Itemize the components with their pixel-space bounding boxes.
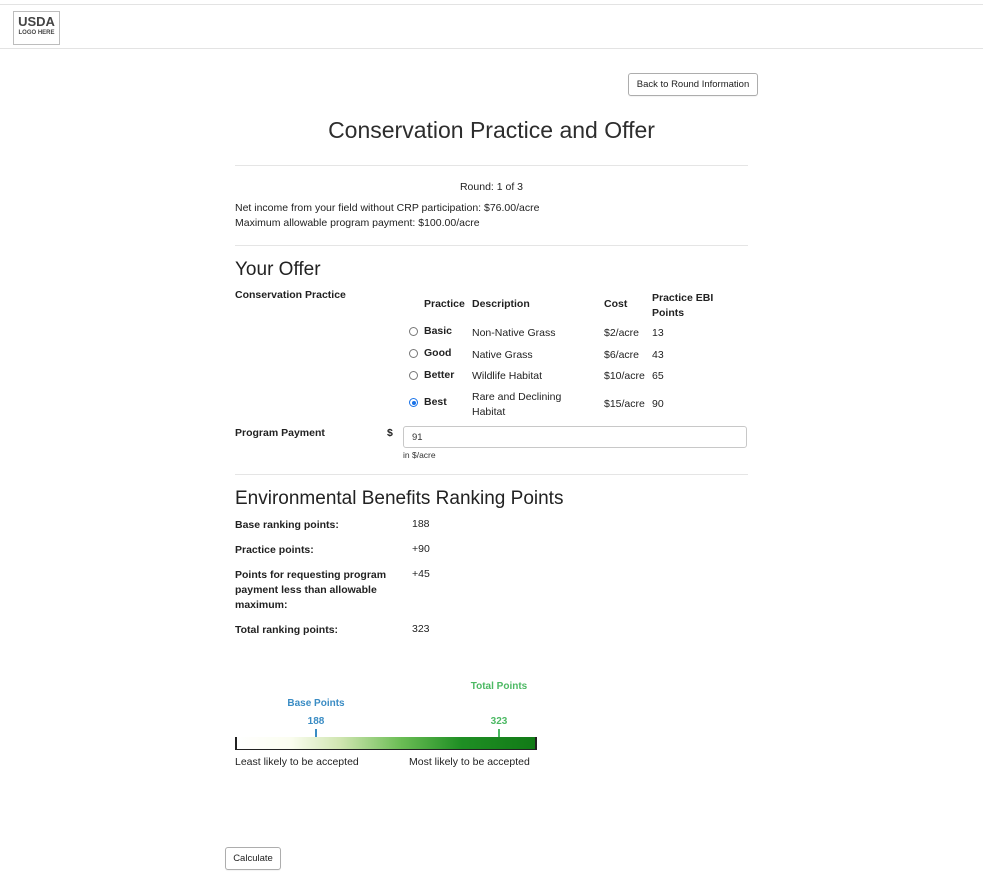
practice-points: 13 [652,327,664,339]
practice-description [472,390,561,420]
practice-name: Best [424,396,447,408]
gradient-right-cap [535,737,537,749]
max-payment-text: Maximum allowable program payment: $100.00/acre [235,217,480,229]
total-points-label: Total ranking points: [235,624,339,636]
radio-better[interactable] [409,371,418,380]
base-points-tick [315,729,317,737]
logo-main-text: USDA [18,14,55,29]
request-points-label-line1: Points for requesting program [235,569,387,581]
practice-points: 90 [652,398,664,410]
practice-description-line1: Rare and Declining [472,391,562,403]
offer-heading: Your Offer [235,259,321,280]
practice-cost: $15/acre [604,398,645,410]
total-points-marker-title: Total Points [470,681,528,692]
practice-name: Good [424,347,452,359]
col-cost-header: Cost [604,298,628,310]
practice-name: Basic [424,325,453,337]
practice-description: Wildlife Habitat [472,370,543,382]
practice-points: 65 [652,370,664,382]
base-points-label: Base ranking points: [235,519,339,531]
calculate-button[interactable]: Calculate [225,847,281,870]
top-bar [0,4,983,49]
radio-basic[interactable] [409,327,418,336]
practice-points-label: Practice points: [235,544,314,556]
request-points-label-line3: maximum: [235,599,288,611]
divider [235,245,748,246]
col-description-header: Description [472,298,530,310]
divider [235,165,748,166]
col-points-header-line1: Practice EBI [652,292,714,304]
base-points-marker-value: 188 [307,716,325,727]
total-points-value: 323 [412,623,430,635]
gradient-left-cap [235,737,237,749]
most-likely-label: Most likely to be accepted [409,756,530,768]
points-scale [235,680,537,780]
request-points-label [235,568,400,613]
page-title: Conservation Practice and Offer [328,117,655,143]
request-points-label-line2: payment less than allowable [235,584,377,596]
total-points-tick [498,729,500,737]
practice-cost: $2/acre [604,327,640,339]
program-payment-input[interactable] [403,426,747,448]
practice-description: Non-Native Grass [472,327,556,339]
practice-name: Better [424,369,455,381]
divider [235,474,748,475]
radio-best[interactable] [409,398,418,407]
base-points-value: 188 [412,518,430,530]
logo-sub-text: LOGO HERE [18,30,55,36]
conservation-practice-label: Conservation Practice [235,289,346,301]
practice-cost: $6/acre [604,349,640,361]
col-points-header [652,291,713,321]
round-indicator: Round: 1 of 3 [459,181,524,193]
dollar-sign: $ [387,427,393,439]
practice-description-line2: Habitat [472,406,506,418]
radio-good[interactable] [409,349,418,358]
base-points-marker-title: Base Points [287,698,345,709]
practice-points-value: +90 [412,543,430,555]
total-points-marker-value: 323 [490,716,508,727]
program-payment-label: Program Payment [235,427,325,439]
ebi-heading: Environmental Benefits Ranking Points [235,488,564,509]
practice-points: 43 [652,349,664,361]
practice-cost: $10/acre [604,370,645,382]
acceptance-gradient-bar [235,737,537,750]
program-payment-hint: in $/acre [403,450,436,460]
col-points-header-line2: Points [652,307,685,319]
col-practice-header: Practice [424,298,465,310]
request-points-value: +45 [412,568,430,580]
usda-logo[interactable] [13,11,60,45]
least-likely-label: Least likely to be accepted [235,756,359,768]
net-income-text: Net income from your field without CRP participation: $76.00/acre [235,202,540,214]
back-to-round-button[interactable]: Back to Round Information [628,73,758,96]
practice-description: Native Grass [472,349,533,361]
